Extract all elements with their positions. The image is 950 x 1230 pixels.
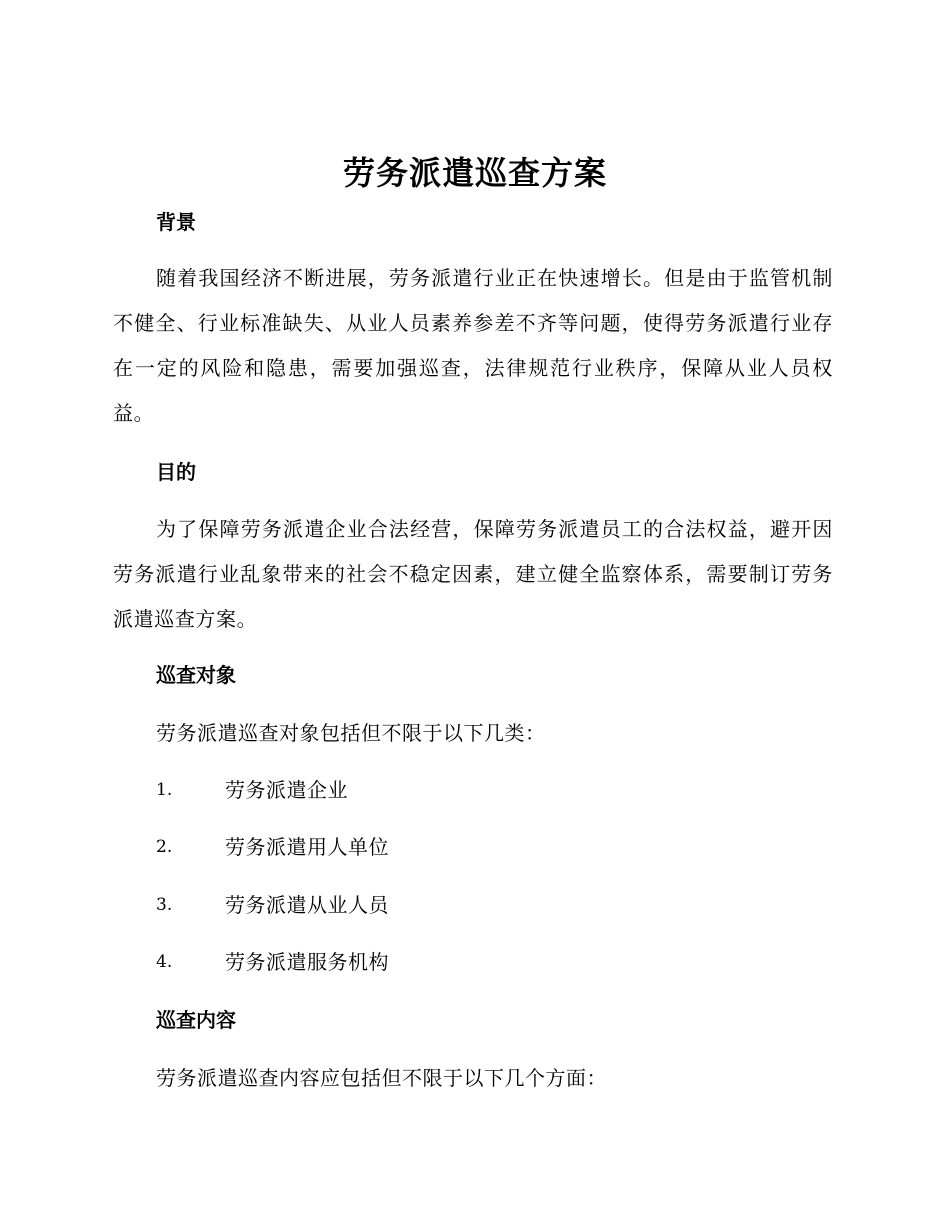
list-item-text: 劳务派遣用人单位	[225, 835, 389, 859]
section-heading-targets: 巡查对象	[156, 663, 236, 687]
list-item	[156, 775, 756, 805]
section-heading-content: 巡查内容	[156, 1008, 236, 1032]
targets-intro: 劳务派遣巡查对象包括但不限于以下几类：	[156, 721, 546, 745]
paragraph-background: 随着我国经济不断进展，劳务派遣行业正在快速增长。但是由于监管机制不健全、行业标准缺失、从业人员素养参差不齐等问题，使得劳务派遣行业存在一定的风险和隐患，需要加强巡查，法律规范行业秩序，保障从业人员权益。	[113, 266, 833, 425]
section-heading-background: 背景	[156, 210, 196, 234]
document-title: 劳务派遣巡查方案	[342, 154, 607, 192]
list-item-number: 1.	[156, 780, 173, 800]
list-item-number: 4.	[156, 952, 173, 972]
list-item-text: 劳务派遣企业	[225, 778, 348, 802]
list-item-text: 劳务派遣服务机构	[225, 950, 389, 974]
list-item-number: 2.	[156, 837, 173, 857]
list-item-text: 劳务派遣从业人员	[225, 893, 389, 917]
content-intro: 劳务派遣巡查内容应包括但不限于以下几个方面：	[156, 1066, 607, 1090]
paragraph-purpose: 为了保障劳务派遣企业合法经营，保障劳务派遣员工的合法权益，避开因劳务派遣行业乱象带来的社会不稳定因素，建立健全监察体系，需要制订劳务派遣巡查方案。	[113, 517, 833, 631]
list-item	[156, 832, 756, 862]
list-item	[156, 947, 756, 977]
section-heading-purpose: 目的	[156, 460, 196, 484]
list-item-number: 3.	[156, 895, 173, 915]
list-item	[156, 890, 756, 920]
